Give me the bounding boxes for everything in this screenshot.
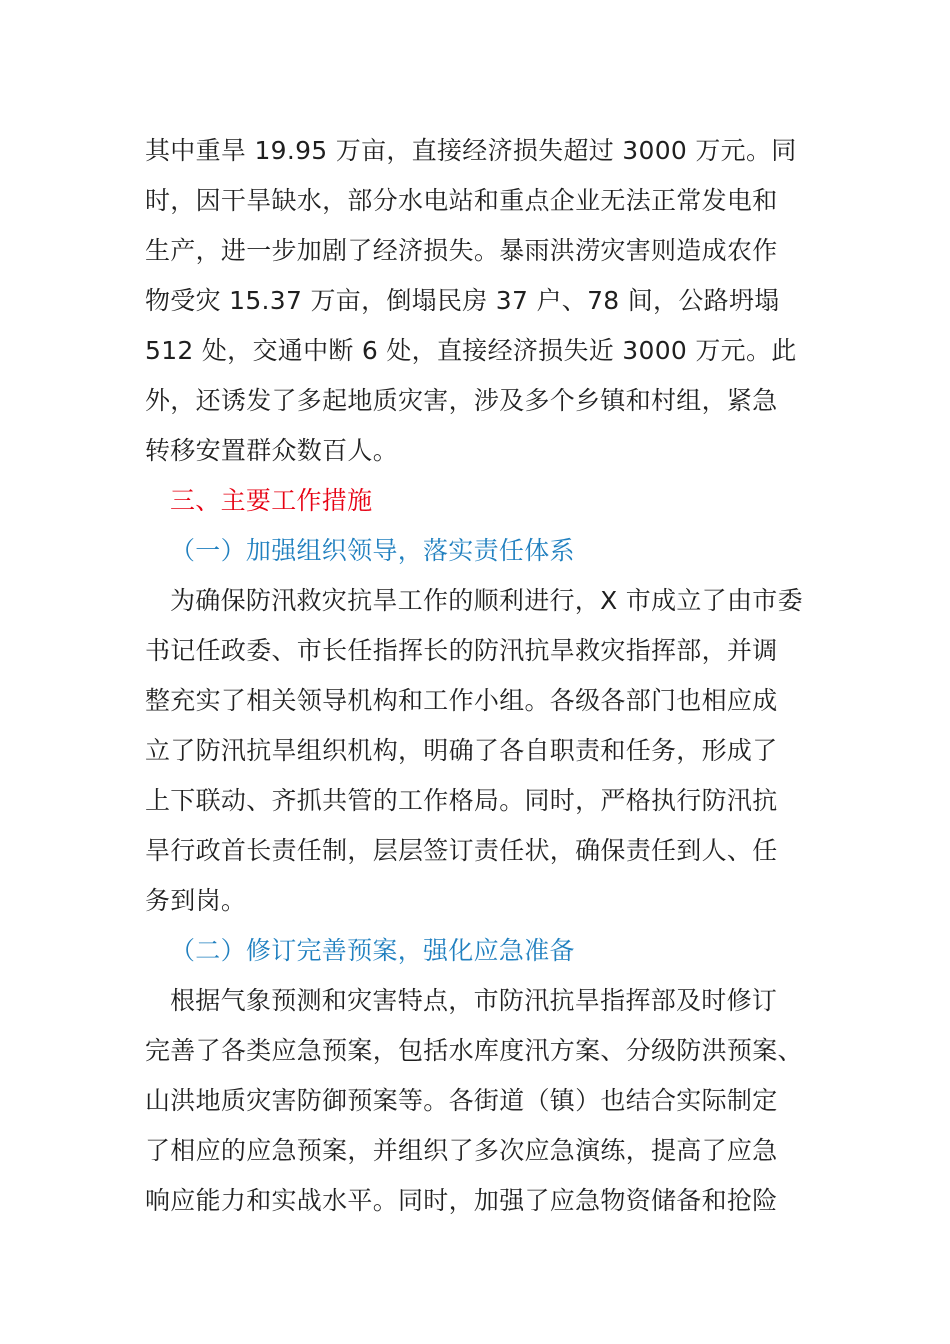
body-text-line: 转移安置群众数百人。: [145, 436, 399, 465]
body-text-line: 完善了各类应急预案，包括水库度汛方案、分级防洪预案、: [145, 1036, 803, 1065]
section-heading: 三、主要工作措施: [170, 486, 373, 515]
body-text-line: 512 处，交通中断 6 处，直接经济损失近 3000 万元。此: [145, 336, 797, 365]
body-text-line: 为确保防汛救灾抗旱工作的顺利进行，X 市成立了由市委: [170, 586, 803, 615]
body-text-line: 时，因干旱缺水，部分水电站和重点企业无法正常发电和: [145, 186, 778, 215]
body-text-line: 务到岗。: [145, 886, 247, 915]
body-text-line: 生产，进一步加剧了经济损失。暴雨洪涝灾害则造成农作: [145, 236, 778, 265]
body-text-line: 了相应的应急预案，并组织了多次应急演练，提高了应急: [145, 1136, 778, 1165]
body-text-line: 上下联动、齐抓共管的工作格局。同时，严格执行防汛抗: [145, 786, 778, 815]
subsection-heading: （二）修订完善预案，强化应急准备: [170, 936, 575, 965]
body-text-line: 响应能力和实战水平。同时，加强了应急物资储备和抢险: [145, 1186, 778, 1215]
body-text-line: 旱行政首长责任制，层层签订责任状，确保责任到人、任: [145, 836, 778, 865]
subsection-heading: （一）加强组织领导，落实责任体系: [170, 536, 575, 565]
body-text-line: 物受灾 15.37 万亩，倒塌民房 37 户、78 间，公路坍塌: [145, 286, 780, 315]
body-text-line: 外，还诱发了多起地质灾害，涉及多个乡镇和村组，紧急: [145, 386, 778, 415]
body-text-line: 其中重旱 19.95 万亩，直接经济损失超过 3000 万元。同: [145, 136, 797, 165]
body-text-line: 立了防汛抗旱组织机构，明确了各自职责和任务，形成了: [145, 736, 778, 765]
body-text-line: 根据气象预测和灾害特点，市防汛抗旱指挥部及时修订: [170, 986, 778, 1015]
body-text-line: 山洪地质灾害防御预案等。各街道（镇）也结合实际制定: [145, 1086, 778, 1115]
body-text-line: 整充实了相关领导机构和工作小组。各级各部门也相应成: [145, 686, 778, 715]
body-text-line: 书记任政委、市长任指挥长的防汛抗旱救灾指挥部，并调: [145, 636, 778, 665]
